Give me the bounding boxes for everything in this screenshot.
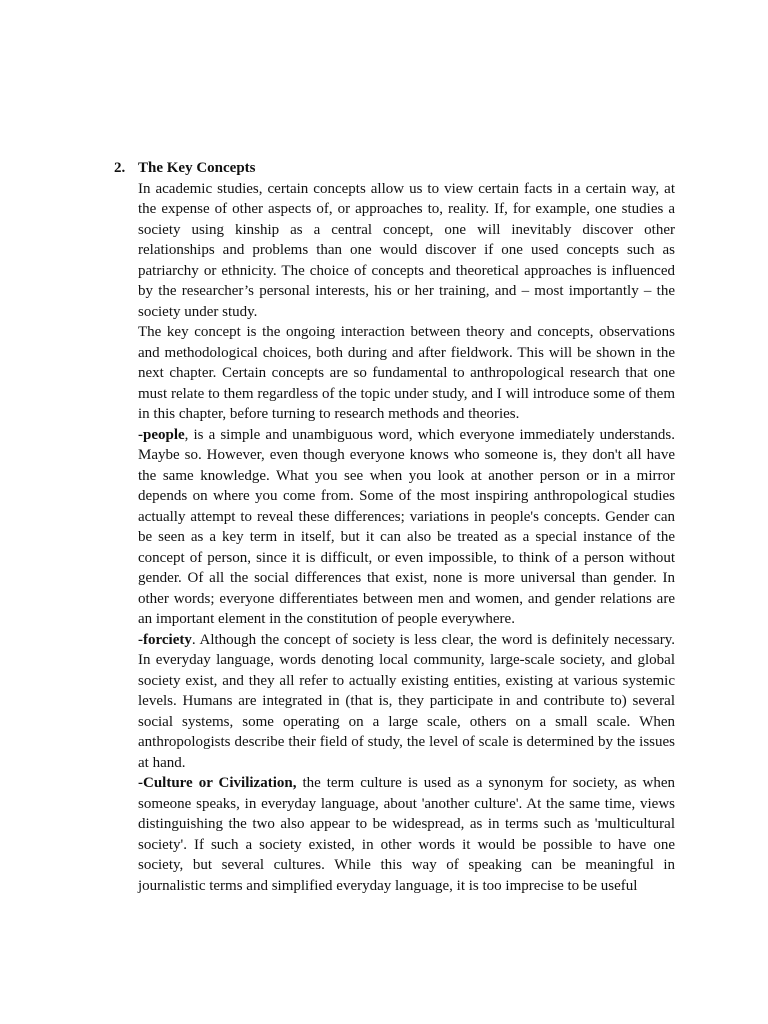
term-people: -people [138, 426, 185, 443]
paragraph-key-concept: The key concept is the ongoing interaction between theory and concepts, observations and methodological choices, both during and after fieldwork. This will be shown in the next chapter. Certain concepts are so fundamental to anthropological research that one must relate to them regardless of the topic under study, and I will introduce some of them in this chapter, before turning to research methods and theories. [138, 324, 675, 422]
section-title: The Key Concepts [138, 160, 256, 176]
paragraph-people-text: , is a simple and unambiguous word, which everyone immediately understands. Maybe so. However, even though everyone knows who someone is, they don't all have the same knowledge. What you see when you look at another person or in a mirror depends on where you come from. Some of the most inspiring anthropological studies actually attempt to reveal these differences; variations in people's concepts. Gender can be seen as a key term in itself, but it can also be treated as a special instance of the concept of person, since it is difficult, or even impossible, to think of a person without gender. Of all the social differences that exist, none is more universal than gender. In other words; everyone differentiates between men and women, and gender relations are an important element in the constitution of people everywhere. [138, 426, 675, 627]
section-body [138, 179, 675, 897]
section-key-concepts [114, 158, 675, 896]
paragraph-culture-text: the term culture is used as a synonym for society, as when someone speaks, in everyday language, about 'another culture'. At the same time, views distinguishing the two also appear to be widespread, as in terms such as 'multicultural society'. If such a society existed, in other words it would be possible to have one society, but several cultures. While this way of speaking can be meaningful in journalistic terms and simplified everyday language, it is too imprecise to be useful [138, 775, 675, 894]
paragraph-society-text: . Although the concept of society is less clear, the word is definitely necessary. In everyday language, words denoting local community, large-scale society, and global society exist, and they all refer to actually existing entities, existing at various systemic levels. Humans are integrated in (that is, they participate in and contribute to) several social systems, some operating on a large scale, others on a small scale. When anthropologists describe their field of study, the level of scale is determined by the issues at hand. [138, 631, 675, 771]
section-number: 2. [114, 160, 126, 176]
paragraph-culture [138, 773, 675, 896]
paragraph-intro: In academic studies, certain concepts allow us to view certain facts in a certain way, at the expense of other aspects of, or approaches to, reality. If, for example, one studies a society using kinship as a central concept, one will inevitably discover other relationships and problems than one would discover if one used concepts such as patriarchy or ethnicity. The choice of concepts and theoretical approaches is influenced by the researcher’s personal interests, his or her training, and – most importantly – the society under study. [138, 180, 675, 320]
paragraph-society [138, 630, 675, 774]
term-culture: -Culture or Civilization, [138, 775, 297, 791]
paragraph-people [138, 425, 675, 630]
section-heading [114, 158, 675, 179]
term-society: -forciety [138, 631, 192, 648]
